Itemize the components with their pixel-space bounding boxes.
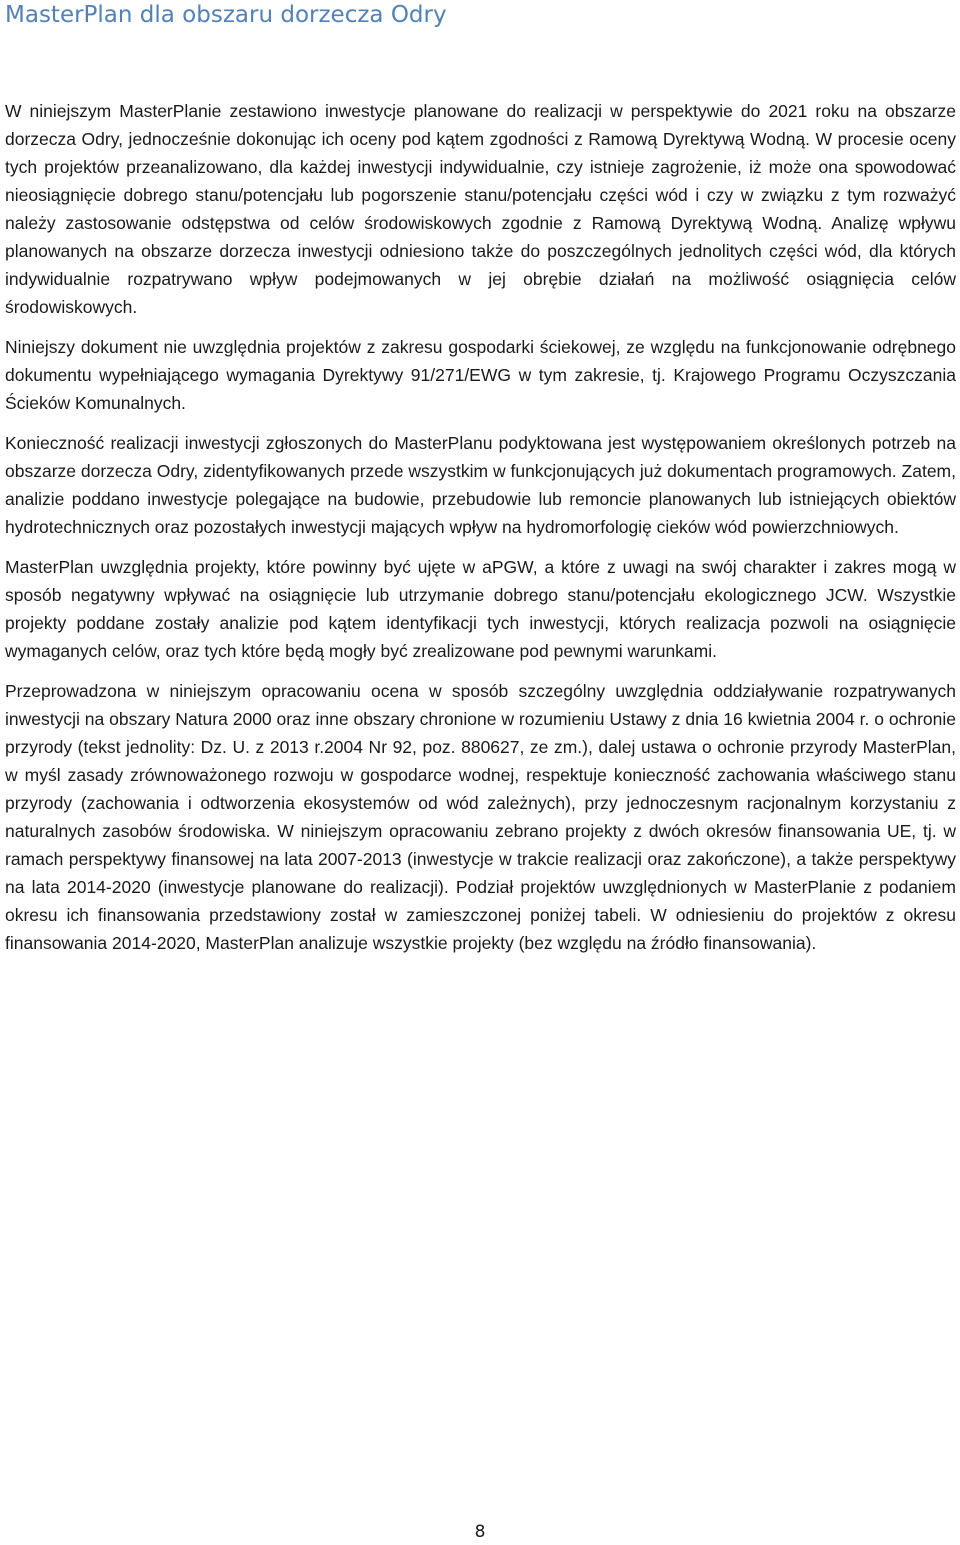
document-body xyxy=(5,97,956,969)
paragraph-project-criteria: MasterPlan uwzględnia projekty, które powinny być ujęte w aPGW, a które z uwagi na swój charakter i zakres mogą w sposób negatywny wpływać na osiągnięcie lub utrzymanie dobrego stanu/potencjału ekologicznego JCW. Wszystkie projekty poddane zostały analizie pod kątem identyfikacji tych inwestycji, których realizacja pozwoli na osiągnięcie wymaganych celów, oraz tych które będą mogły być zrealizowane pod pewnymi warunkami. xyxy=(5,557,956,661)
paragraph-natura-2000-assessment: Przeprowadzona w niniejszym opracowaniu ocena w sposób szczególny uwzględnia oddziaływanie rozpatrywanych inwestycji na obszary Natura 2000 oraz inne obszary chronione w rozumieniu Ustawy z dnia 16 kwietnia 2004 r. o ochronie przyrody (tekst jednolity: Dz. U. z 2013 r.2004 Nr 92, poz. 880627, ze zm.), dalej ustawa o ochronie przyrody MasterPlan, w myśl zasady zrównoważonego rozwoju w gospodarce wodnej, respektuje konieczność zachowania właściwego stanu przyrody (zachowania i odtworzenia ekosystemów od wód zależnych), przy jednoczesnym racjonalnym korzystaniu z naturalnych zasobów środowiska. W niniejszym opracowaniu zebrano projekty z dwóch okresów finansowania UE, tj. w ramach perspektywy finansowej na lata 2007-2013 (inwestycje w trakcie realizacji oraz zakończone), a także perspektywy na lata 2014-2020 (inwestycje planowane do realizacji). Podział projektów uwzględnionych w MasterPlanie z podaniem okresu ich finansowania przedstawiony został w zamieszczonej poniżej tabeli. W odniesieniu do projektów z okresu finansowania 2014-2020, MasterPlan analizuje wszystkie projekty (bez względu na źródło finansowania). xyxy=(5,681,956,953)
document-title: MasterPlan dla obszaru dorzecza Odry xyxy=(5,2,447,28)
paragraph-investment-need: Konieczność realizacji inwestycji zgłoszonych do MasterPlanu podyktowana jest występowaniem określonych potrzeb na obszarze dorzecza Odry, zidentyfikowanych przede wszystkim w funkcjonujących już dokumentach programowych. Zatem, analizie poddano inwestycje polegające na budowie, przebudowie lub remoncie planowanych lub istniejących obiektów hydrotechnicznych oraz pozostałych inwestycji mających wpływ na hydromorfologię cieków wód powierzchniowych. xyxy=(5,433,956,537)
paragraph-intro: W niniejszym MasterPlanie zestawiono inwestycje planowane do realizacji w perspektywie do 2021 roku na obszarze dorzecza Odry, jednocześnie dokonując ich oceny pod kątem zgodności z Ramową Dyrektywą Wodną. W procesie oceny tych projektów przeanalizowano, dla każdej inwestycji indywidualnie, czy istnieje zagrożenie, iż może ona spowodować nieosiągnięcie dobrego stanu/potencjału lub pogorszenie stanu/potencjału części wód i czy w związku z tym rozważyć należy zastosowanie odstępstwa od celów środowiskowych zgodnie z Ramową Dyrektywą Wodną. Analizę wpływu planowanych na obszarze dorzecza inwestycji odniesiono także do poszczególnych jednolitych części wód, dla których indywidualnie rozpatrywano wpływ podejmowanych w jej obrębie działań na możliwość osiągnięcia celów środowiskowych. xyxy=(5,101,956,317)
page-number: 8 xyxy=(474,1522,486,1542)
paragraph-scope: Niniejszy dokument nie uwzględnia projektów z zakresu gospodarki ściekowej, ze względu na funkcjonowanie odrębnego dokumentu wypełniającego wymagania Dyrektywy 91/271/EWG w tym zakresie, tj. Krajowego Programu Oczyszczania Ścieków Komunalnych. xyxy=(5,337,956,413)
